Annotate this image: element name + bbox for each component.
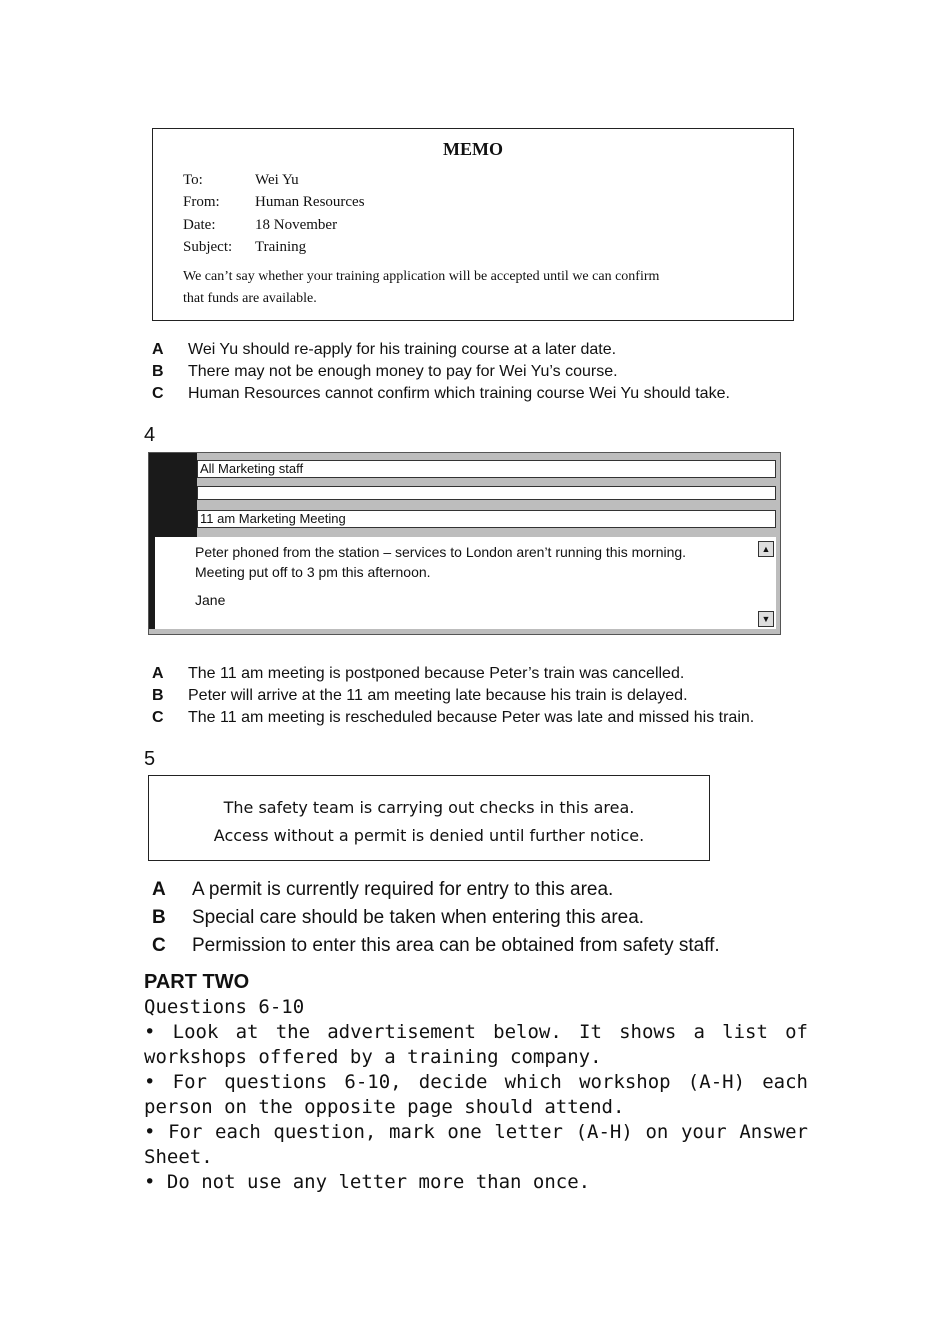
option-text: Special care should be taken when entering this area. (192, 907, 645, 928)
option-text: Permission to enter this area can be obtained from safety staff. (192, 935, 720, 956)
option-text: There may not be enough money to pay for Wei Yu’s course. (188, 363, 618, 380)
instruction-bullet-3: • For each question, mark one letter (A-H) on your Answer Sheet. (144, 1121, 808, 1168)
option-text: Wei Yu should re-apply for his training course at a later date. (188, 341, 617, 358)
option-letter: C (152, 385, 164, 402)
memo-box (152, 128, 794, 321)
option-letter: B (152, 687, 164, 704)
email-signature: Jane (195, 592, 226, 608)
instruction-bullet-4: • Do not use any letter more than once. (144, 1171, 591, 1193)
part-two-heading: PART TWO (144, 971, 250, 993)
notice-line1: The safety team is carrying out checks in this area. (223, 798, 635, 817)
memo-to-label: To: (183, 172, 203, 188)
email-cc-field[interactable] (197, 486, 776, 500)
memo-from-label: From: (183, 194, 220, 210)
memo-subject-label: Subject: (183, 239, 233, 255)
email-header-sidebar (149, 453, 197, 537)
option-text: The 11 am meeting is rescheduled because Peter was late and missed his train. (188, 709, 755, 726)
memo-from-value: Human Resources (255, 194, 365, 210)
memo-date-label: Date: (183, 217, 216, 233)
scroll-up-icon[interactable]: ▲ (758, 541, 774, 557)
option-letter: B (152, 363, 164, 380)
memo-to-value: Wei Yu (255, 172, 299, 188)
option-letter: A (152, 665, 164, 682)
option-letter: A (152, 341, 164, 358)
email-window (148, 452, 781, 635)
part-two-section (144, 970, 808, 1195)
instruction-bullet-1: • Look at the advertisement below. It shows a list of workshops offered by a training company. (144, 1021, 808, 1068)
safety-notice (148, 775, 710, 861)
notice-line2: Access without a permit is denied until further notice. (213, 826, 645, 845)
option-letter: C (152, 709, 164, 726)
option-letter: A (152, 879, 166, 900)
email-to-field[interactable]: All Marketing staff (197, 460, 776, 478)
option-text: The 11 am meeting is postponed because Peter’s train was cancelled. (188, 665, 685, 682)
scroll-down-icon[interactable]: ▼ (758, 611, 774, 627)
email-subject-field[interactable]: 11 am Marketing Meeting (197, 510, 776, 528)
option-text: Peter will arrive at the 11 am meeting late because his train is delayed. (188, 687, 688, 704)
question-number-4: 4 (144, 424, 156, 446)
email-body-line2: Meeting put off to 3 pm this afternoon. (195, 564, 431, 580)
option-text: Human Resources cannot confirm which training course Wei Yu should take. (188, 385, 730, 402)
memo-body-line1: We can’t say whether your training application will be accepted until we can confirm (183, 269, 660, 284)
option-letter: C (152, 935, 166, 956)
part-two-questions: Questions 6-10 (144, 996, 305, 1018)
question-number-5: 5 (144, 748, 156, 770)
memo-from-row (183, 194, 365, 211)
memo-body-line2: that funds are available. (183, 291, 317, 306)
email-body[interactable] (149, 537, 776, 629)
instruction-bullet-2: • For questions 6-10, decide which workshop (A-H) each person on the opposite page should attend. (144, 1071, 808, 1118)
option-letter: B (152, 907, 166, 928)
memo-date-value: 18 November (255, 217, 338, 233)
memo-to-row (183, 172, 299, 189)
memo-body (183, 266, 763, 310)
memo-subject-value: Training (255, 239, 307, 255)
option-text: A permit is currently required for entry to this area. (192, 879, 614, 900)
memo-date-row (183, 217, 337, 234)
memo-title: MEMO (443, 139, 503, 159)
email-body-line1: Peter phoned from the station – services to London aren’t running this morning. (195, 544, 687, 560)
memo-subject-row (183, 239, 306, 256)
